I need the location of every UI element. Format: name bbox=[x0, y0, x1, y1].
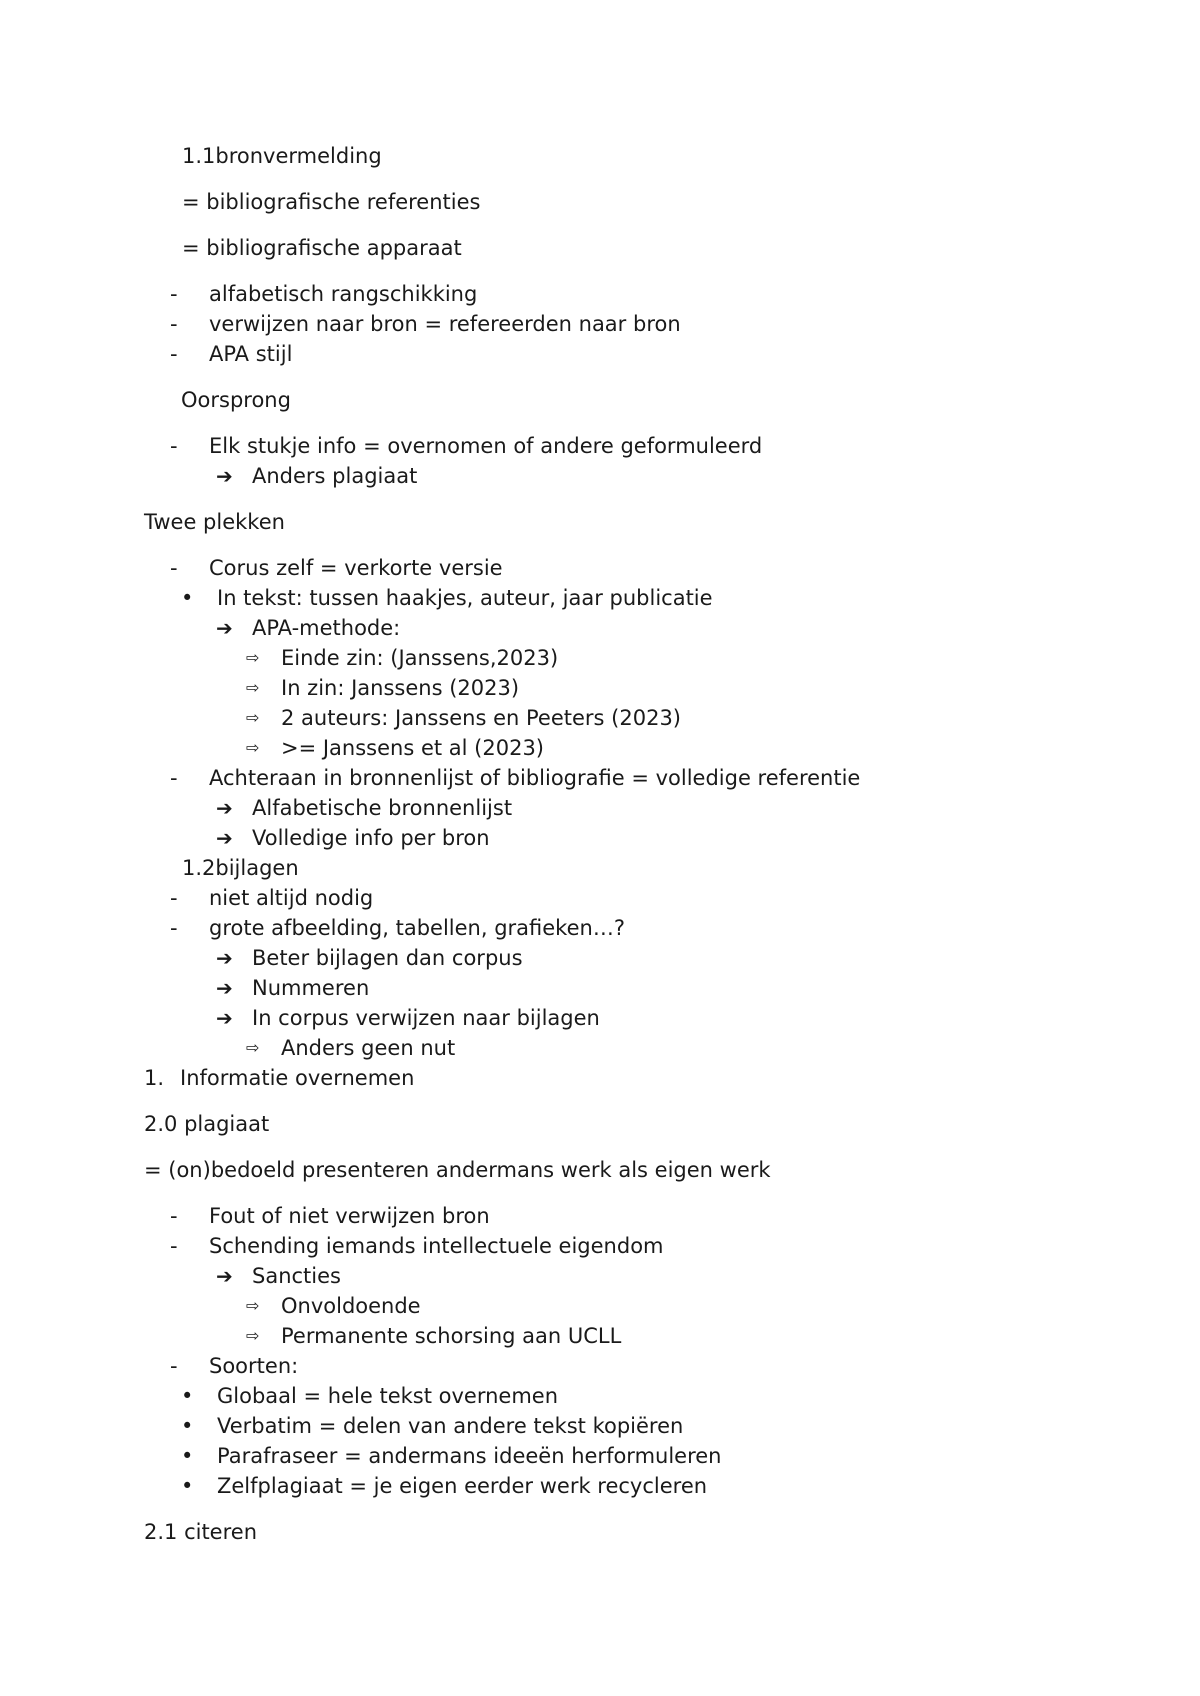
list-item: Elk stukje info = overnomen of andere geformuleerd bbox=[209, 434, 763, 458]
hollow-arrow-icon: ⇨ bbox=[246, 678, 260, 697]
definition-line: = (on)bedoeld presenteren andermans werk als eigen werk bbox=[144, 1158, 771, 1182]
list-item: Schending iemands intellectuele eigendom bbox=[209, 1234, 664, 1258]
list-item: In tekst: tussen haakjes, auteur, jaar publicatie bbox=[217, 586, 713, 610]
list-item: 2 auteurs: Janssens en Peeters (2023) bbox=[281, 706, 681, 730]
list-item: verwijzen naar bron = refereerden naar bron bbox=[209, 312, 681, 336]
list-item: Parafraseer = andermans ideeën herformuleren bbox=[217, 1444, 722, 1468]
list-item: APA-methode: bbox=[252, 616, 401, 640]
dash-bullet: - bbox=[170, 1204, 178, 1228]
dash-bullet: - bbox=[170, 312, 178, 336]
arrow-right-icon: ➔ bbox=[216, 976, 233, 1000]
bullet-dot-icon: • bbox=[181, 1414, 194, 1438]
list-item: alfabetisch rangschikking bbox=[209, 282, 478, 306]
list-item: Zelfplagiaat = je eigen eerder werk recycleren bbox=[217, 1474, 708, 1498]
bullet-dot-icon: • bbox=[181, 1444, 194, 1468]
dash-bullet: - bbox=[170, 766, 178, 790]
hollow-arrow-icon: ⇨ bbox=[246, 738, 260, 757]
list-item: Beter bijlagen dan corpus bbox=[252, 946, 523, 970]
list-item: Onvoldoende bbox=[281, 1294, 421, 1318]
list-item: In corpus verwijzen naar bijlagen bbox=[252, 1006, 600, 1030]
section-heading-citeren: 2.1 citeren bbox=[144, 1520, 258, 1544]
dash-bullet: - bbox=[170, 556, 178, 580]
dash-bullet: - bbox=[170, 342, 178, 366]
arrow-right-icon: ➔ bbox=[216, 616, 233, 640]
list-item: Volledige info per bron bbox=[252, 826, 490, 850]
dash-bullet: - bbox=[170, 434, 178, 458]
numbered-marker: 1. bbox=[144, 1066, 165, 1090]
list-item: Nummeren bbox=[252, 976, 370, 1000]
arrow-right-icon: ➔ bbox=[216, 796, 233, 820]
list-item: >= Janssens et al (2023) bbox=[281, 736, 545, 760]
dash-bullet: - bbox=[170, 282, 178, 306]
arrow-right-icon: ➔ bbox=[216, 1006, 233, 1030]
arrow-right-icon: ➔ bbox=[216, 1264, 233, 1288]
list-item: Alfabetische bronnenlijst bbox=[252, 796, 513, 820]
section-heading-bronvermelding: 1.1bronvermelding bbox=[182, 144, 382, 168]
arrow-right-icon: ➔ bbox=[216, 464, 233, 488]
section-heading-bijlagen: 1.2bijlagen bbox=[182, 856, 299, 880]
list-item: Anders geen nut bbox=[281, 1036, 456, 1060]
hollow-arrow-icon: ⇨ bbox=[246, 1326, 260, 1345]
list-item: niet altijd nodig bbox=[209, 886, 374, 910]
subheading-oorsprong: Oorsprong bbox=[181, 388, 291, 412]
arrow-right-icon: ➔ bbox=[216, 946, 233, 970]
hollow-arrow-icon: ⇨ bbox=[246, 1296, 260, 1315]
list-item: Verbatim = delen van andere tekst kopiëren bbox=[217, 1414, 684, 1438]
dash-bullet: - bbox=[170, 1234, 178, 1258]
list-item: APA stijl bbox=[209, 342, 293, 366]
hollow-arrow-icon: ⇨ bbox=[246, 648, 260, 667]
dash-bullet: - bbox=[170, 916, 178, 940]
subheading-twee-plekken: Twee plekken bbox=[144, 510, 285, 534]
list-item: Sancties bbox=[252, 1264, 341, 1288]
bullet-dot-icon: • bbox=[181, 1384, 194, 1408]
list-item: grote afbeelding, tabellen, grafieken…? bbox=[209, 916, 625, 940]
list-item: Soorten: bbox=[209, 1354, 299, 1378]
list-item: Achteraan in bronnenlijst of bibliografie = volledige referentie bbox=[209, 766, 861, 790]
list-item: Anders plagiaat bbox=[252, 464, 418, 488]
section-heading-plagiaat: 2.0 plagiaat bbox=[144, 1112, 270, 1136]
bullet-dot-icon: • bbox=[181, 1474, 194, 1498]
arrow-right-icon: ➔ bbox=[216, 826, 233, 850]
bullet-dot-icon: • bbox=[181, 586, 194, 610]
list-item: Einde zin: (Janssens,2023) bbox=[281, 646, 559, 670]
list-item: In zin: Janssens (2023) bbox=[281, 676, 520, 700]
hollow-arrow-icon: ⇨ bbox=[246, 708, 260, 727]
list-item: Fout of niet verwijzen bron bbox=[209, 1204, 490, 1228]
list-item: Globaal = hele tekst overnemen bbox=[217, 1384, 559, 1408]
definition-line: = bibliografische apparaat bbox=[182, 236, 462, 260]
dash-bullet: - bbox=[170, 1354, 178, 1378]
list-item: Permanente schorsing aan UCLL bbox=[281, 1324, 622, 1348]
hollow-arrow-icon: ⇨ bbox=[246, 1038, 260, 1057]
section-heading-informatie-overnemen: Informatie overnemen bbox=[180, 1066, 415, 1090]
dash-bullet: - bbox=[170, 886, 178, 910]
list-item: Corus zelf = verkorte versie bbox=[209, 556, 503, 580]
definition-line: = bibliografische referenties bbox=[182, 190, 481, 214]
